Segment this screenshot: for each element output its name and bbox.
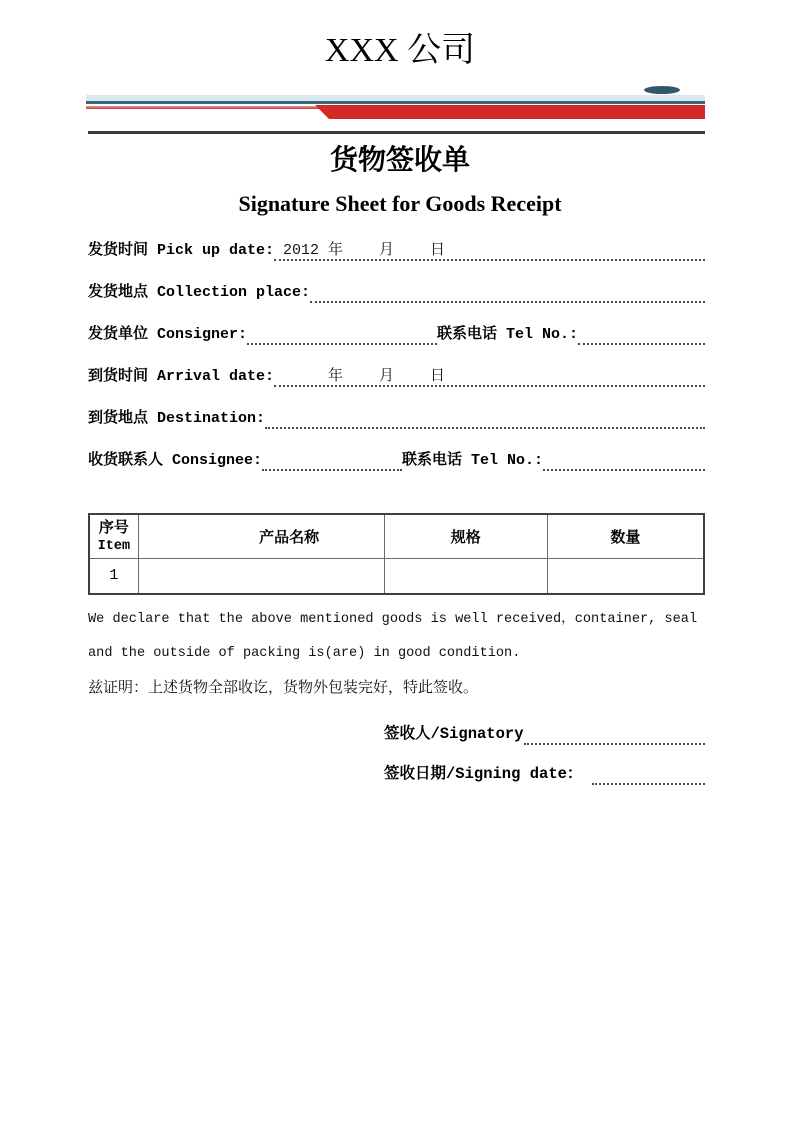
form-row-arrival-date <box>88 345 705 387</box>
form-row-consignee <box>88 429 705 471</box>
table-header-item-en: Item <box>97 538 131 554</box>
form-row-consigner <box>88 303 705 345</box>
pickup-date-label: 发货时间 Pick up date: <box>88 242 275 259</box>
pickup-date-value: 2012 年 月 日 <box>274 242 446 259</box>
arrival-date-line <box>274 366 705 387</box>
table-header-item <box>89 514 138 558</box>
table-header-product: 产品名称 <box>138 514 384 558</box>
signing-date-line <box>592 764 705 785</box>
destination-line <box>265 408 705 429</box>
declaration-cn: 兹证明：上述货物全部收讫，货物外包装完好，特此签收。 <box>88 679 479 696</box>
signing-date-row <box>88 745 705 785</box>
consigner-line <box>247 324 437 345</box>
collection-place-label: 发货地点 Collection place: <box>88 284 311 301</box>
header-banner <box>86 95 705 121</box>
consigner-label: 发货单位 Consigner: <box>88 326 248 343</box>
banner-thin-red-line <box>86 106 334 109</box>
signatory-label: 签收人/Signatory <box>384 725 524 743</box>
consignee-label: 收货联系人 Consignee: <box>88 452 263 469</box>
declaration-en: We declare that the above mentioned goods is well received，container, seal and the outside of packing is(are) in good condition. <box>88 612 698 661</box>
table-cell-spec <box>384 558 547 594</box>
banner-teal-line <box>86 101 705 104</box>
arrival-date-value: 年 月 日 <box>274 368 446 385</box>
consignee-line <box>262 450 402 471</box>
consignee-tel-label: 联系电话 Tel No.: <box>402 452 544 469</box>
consigner-tel-label: 联系电话 Tel No.: <box>437 326 579 343</box>
table-header-row <box>89 514 704 558</box>
signatory-line <box>524 724 705 745</box>
table-cell-item: 1 <box>89 558 138 594</box>
signatory-row <box>88 705 705 745</box>
table-cell-product <box>138 558 384 594</box>
banner-red-band <box>315 105 705 119</box>
header-divider <box>88 131 705 134</box>
table-row <box>89 558 704 594</box>
form-section <box>88 219 705 471</box>
table-header-item-cn: 序号 <box>98 518 129 536</box>
form-row-pickup-date <box>88 219 705 261</box>
goods-table <box>88 513 705 595</box>
arrival-date-label: 到货时间 Arrival date: <box>88 368 275 385</box>
table-header-spec: 规格 <box>384 514 547 558</box>
table-header-qty: 数量 <box>547 514 704 558</box>
company-title: XXX 公司 <box>324 32 476 69</box>
doc-title-cn: 货物签收单 <box>329 144 470 175</box>
signing-date-label: 签收日期/Signing date： <box>384 765 583 783</box>
doc-title-en: Signature Sheet for Goods Receipt <box>238 191 562 216</box>
logo-ellipse-icon <box>644 86 680 94</box>
signature-section <box>88 705 705 785</box>
collection-place-line <box>310 282 705 303</box>
destination-label: 到货地点 Destination: <box>88 410 266 427</box>
table-cell-qty <box>547 558 704 594</box>
pickup-date-line <box>274 240 705 261</box>
form-row-destination <box>88 387 705 429</box>
consigner-tel-line <box>578 324 705 345</box>
form-row-collection-place <box>88 261 705 303</box>
consignee-tel-line <box>543 450 705 471</box>
